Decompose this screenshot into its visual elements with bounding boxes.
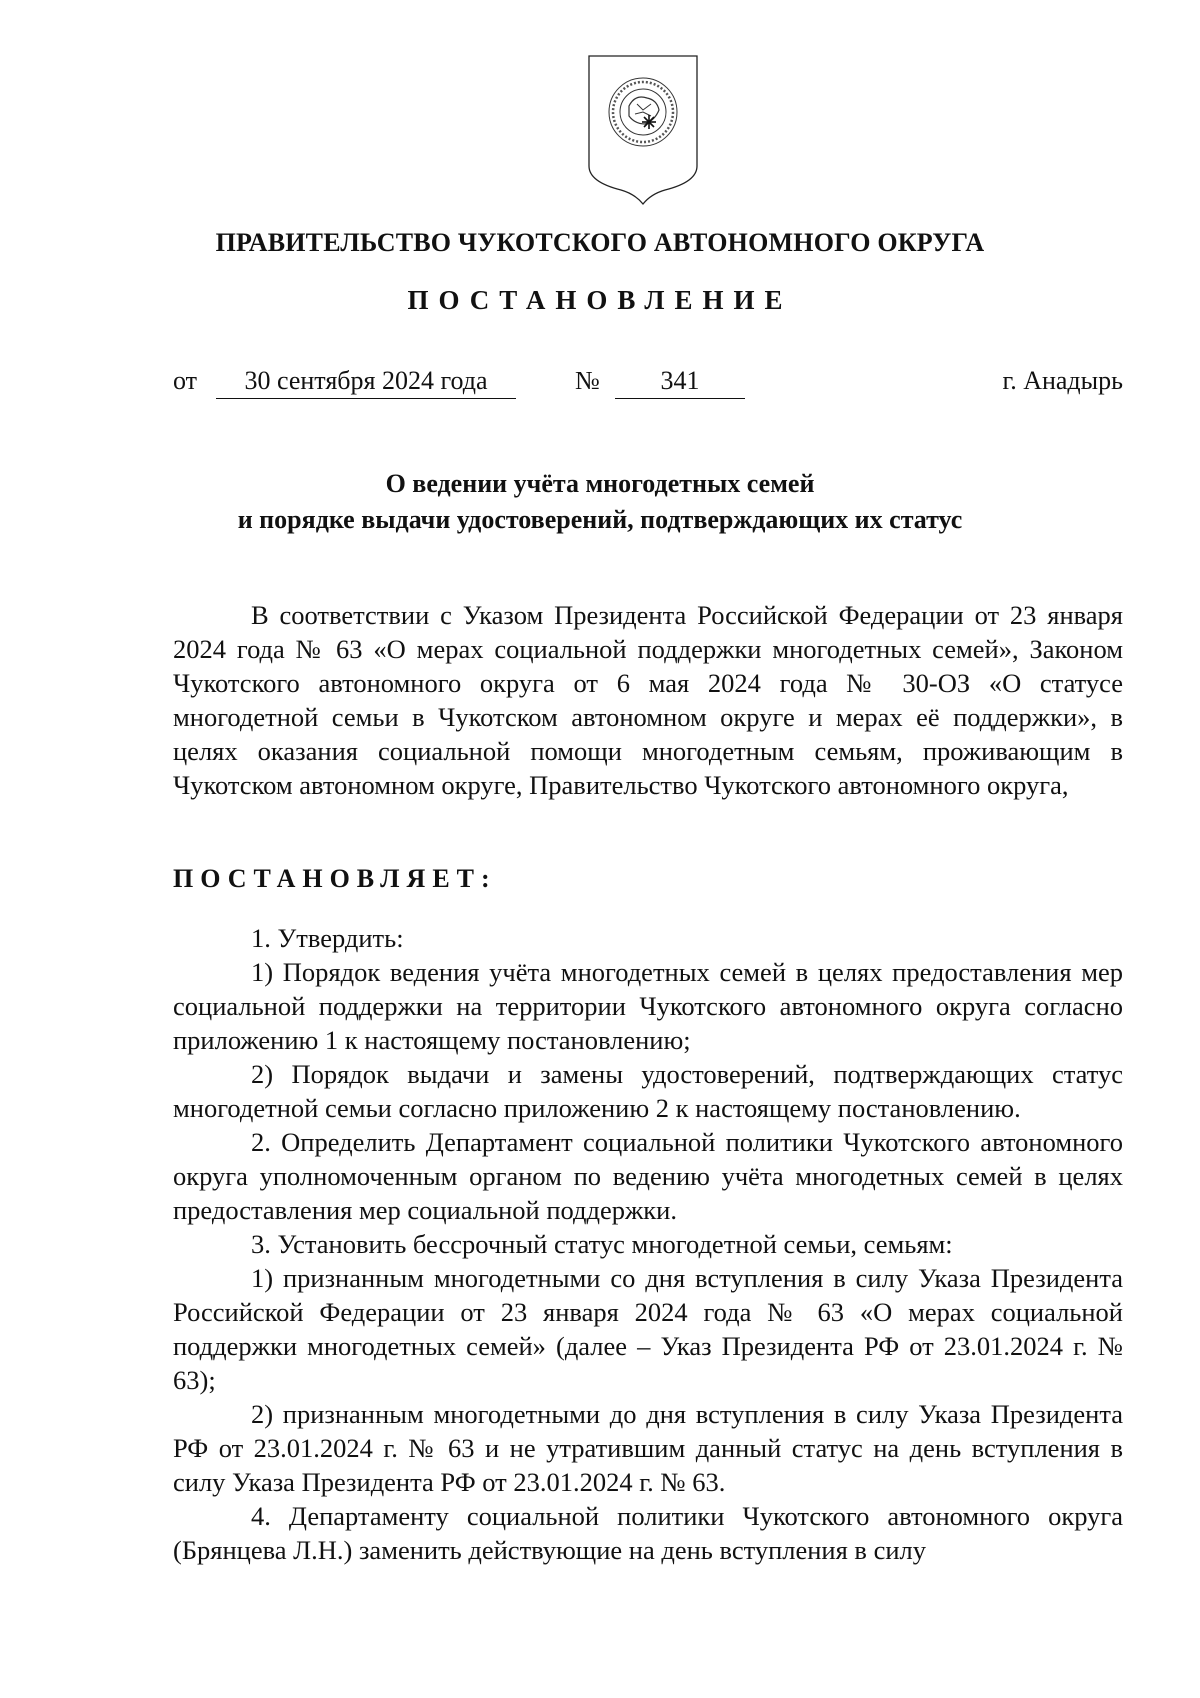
resolution-body — [173, 921, 1123, 1567]
document-type: ПОСТАНОВЛЕНИЕ — [407, 285, 793, 315]
preamble-text: В соответствии с Указом Президента Российской Федерации от 23 января 2024 года № 63 «О мерах социальной поддержки многодетных семей», Законом Чукотского автономного округа от 6 мая 2024 года № 30-ОЗ «О статусе многодетной семьи в Чукотском автономном округе и мерах её поддержки», в целях оказания социальной помощи многодетным семьям, проживающим в Чукотском автономном округе, Правительство Чукотского автономного округа, — [173, 600, 1123, 800]
document-title — [0, 466, 1200, 538]
paragraph: 2. Определить Департамент социальной политики Чукотского автономного округа уполномоченным органом по ведению учёта многодетных семей в целях предоставления мер социальной поддержки. — [173, 1127, 1123, 1225]
resolves-heading: ПОСТАНОВЛЯЕТ: — [173, 864, 497, 893]
paragraph: 3. Установить бессрочный статус многодетной семьи, семьям: — [251, 1229, 953, 1259]
paragraph: 2) признанным многодетными до дня вступления в силу Указа Президента РФ от 23.01.2024 г. № 63 и не утратившим данный статус на день вступления в силу Указа Президента РФ от 23.01.2024 г. № 63. — [173, 1399, 1123, 1497]
document-number: 341 — [615, 366, 745, 399]
document-date: 30 сентября 2024 года — [216, 366, 516, 399]
paragraph: 4. Департаменту социальной политики Чукотского автономного округа (Брянцева Л.Н.) заменить действующие на день вступления в силу — [173, 1501, 1123, 1565]
coat-of-arms-icon — [585, 54, 701, 206]
date-prefix: от — [173, 366, 198, 395]
number-sign: № — [575, 366, 600, 395]
paragraph: 1) Порядок ведения учёта многодетных семей в целях предоставления мер социальной поддержки на территории Чукотского автономного округа согласно приложению 1 к настоящему постановлению; — [173, 957, 1123, 1055]
document-meta — [173, 366, 1123, 406]
title-line-1: О ведении учёта многодетных семей — [385, 469, 815, 498]
government-name: ПРАВИТЕЛЬСТВО ЧУКОТСКОГО АВТОНОМНОГО ОКРУГА — [215, 228, 985, 257]
preamble — [173, 598, 1123, 802]
paragraph: 1. Утвердить: — [251, 923, 404, 953]
document-city: г. Анадырь — [1002, 366, 1123, 395]
paragraph: 1) признанным многодетными со дня вступления в силу Указа Президента Российской Федерации от 23 января 2024 года № 63 «О мерах социальной поддержки многодетных семей» (далее – Указ Президента РФ от 23.01.2024 г. № 63); — [173, 1263, 1123, 1395]
title-line-2: и порядке выдачи удостоверений, подтверждающих их статус — [237, 505, 963, 534]
paragraph: 2) Порядок выдачи и замены удостоверений, подтверждающих статус многодетной семьи согласно приложению 2 к настоящему постановлению. — [173, 1059, 1123, 1123]
